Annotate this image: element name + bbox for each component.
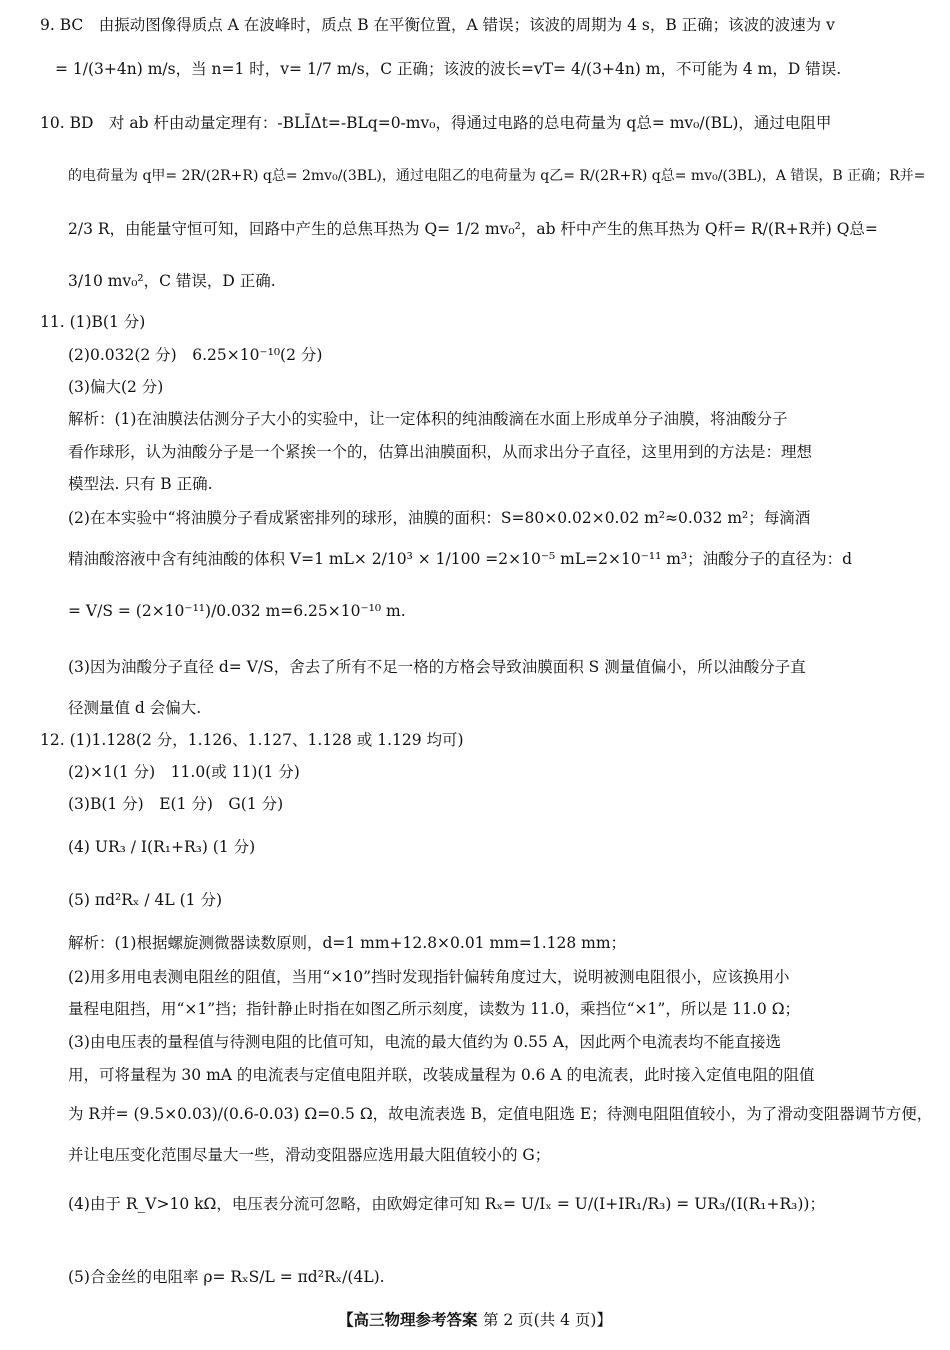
q12-explain-6: 为 R并= (9.5×0.03)/(0.6-0.03) Ω=0.5 Ω，故电流表选 B，定值电阻选 E；待测电阻阻值较小，为了滑动变阻器调节方便， <box>68 1105 933 1123</box>
q11-explain-4: (2)在本实验中“将油膜分子看成紧密排列的球形，油膜的面积：S=80×0.02×0.02 m²≈0.032 m²；每滴酒 <box>68 509 811 527</box>
q12-explain-9: (5)合金丝的电阻率 ρ= RₓS/L = πd²Rₓ/(4L). <box>68 1268 385 1286</box>
page-footer <box>0 1308 950 1330</box>
q11-explain-2: 看作球形，认为油酸分子是一个紧挨一个的，估算出油膜面积，从而求出分子直径，这里用到的方法是：理想 <box>68 443 813 461</box>
q12-explain-4: (3)由电压表的量程值与待测电阻的比值可知，电流的最大值约为 0.55 A，因此两个电流表均不能直接选 <box>68 1033 782 1051</box>
q9-line-1: 9. BC 由振动图像得质点 A 在波峰时，质点 B 在平衡位置，A 错误；该波的周期为 4 s，B 正确；该波的波速为 v <box>40 16 835 34</box>
q11-explain-7: (3)因为油酸分子直径 d= V/S，舍去了所有不足一格的方格会导致油膜面积 S 测量值偏小，所以油酸分子直 <box>68 658 806 676</box>
q10-line-4: 3/10 mv₀²，C 错误，D 正确. <box>68 272 276 290</box>
q11-answer-1: 11. (1)B(1 分) <box>40 313 146 331</box>
q12-answer-4: (4) UR₃ / I(R₁+R₃) (1 分) <box>68 838 256 856</box>
q12-answer-2: (2)×1(1 分) 11.0(或 11)(1 分) <box>68 763 300 781</box>
q12-explain-7: 并让电压变化范围尽量大一些，滑动变阻器应选用最大阻值较小的 G； <box>68 1146 551 1164</box>
q11-answer-3: (3)偏大(2 分) <box>68 378 164 396</box>
q12-answer-5: (5) πd²Rₓ / 4L (1 分) <box>68 891 222 909</box>
footer-title: 【高三物理参考答案 <box>338 1310 478 1329</box>
q11-explain-1: 解析：(1)在油膜法估测分子大小的实验中，让一定体积的纯油酸滴在水面上形成单分子油膜，将油酸分子 <box>68 410 788 428</box>
q10-line-1: 10. BD 对 ab 杆由动量定理有：-BLĪΔt=-BLq=0-mv₀，得通过电路的总电荷量为 q总= mv₀/(BL)，通过电阻甲 <box>40 114 832 132</box>
q11-explain-3: 模型法. 只有 B 正确. <box>68 475 213 493</box>
q12-explain-3: 量程电阻挡，用“×1”挡；指针静止时指在如图乙所示刻度，读数为 11.0，乘挡位“×1”，所以是 11.0 Ω； <box>68 1000 801 1018</box>
q10-line-2: 的电荷量为 q甲= 2R/(2R+R) q总= 2mv₀/(3BL)，通过电阻乙的电荷量为 q乙= R/(2R+R) q总= mv₀/(3BL)，A 错误，B 正确；R并= <box>68 168 926 184</box>
q12-answer-3: (3)B(1 分) E(1 分) G(1 分) <box>68 795 284 813</box>
q12-explain-1: 解析：(1)根据螺旋测微器读数原则，d=1 mm+12.8×0.01 mm=1.128 mm； <box>68 934 627 952</box>
q11-answer-2: (2)0.032(2 分) 6.25×10⁻¹⁰(2 分) <box>68 346 323 364</box>
q11-explain-6: = V/S = (2×10⁻¹¹)/0.032 m=6.25×10⁻¹⁰ m. <box>68 602 406 620</box>
q12-explain-8: (4)由于 R_V>10 kΩ，电压表分流可忽略，由欧姆定律可知 Rₓ= U/Iₓ = U/(I+IR₁/R₃) = UR₃/(I(R₁+R₃))； <box>68 1195 825 1213</box>
q11-explain-8: 径测量值 d 会偏大. <box>68 699 202 717</box>
q12-answer-1: 12. (1)1.128(2 分，1.126、1.127、1.128 或 1.129 均可) <box>40 731 464 749</box>
q12-explain-5: 用，可将量程为 30 mA 的电流表与定值电阻并联，改装成量程为 0.6 A 的电流表，此时接入定值电阻的阻值 <box>68 1066 815 1084</box>
q11-explain-5: 精油酸溶液中含有纯油酸的体积 V=1 mL× 2/10³ × 1/100 =2×10⁻⁵ mL=2×10⁻¹¹ m³；油酸分子的直径为：d <box>68 550 853 568</box>
q10-line-3: 2/3 R，由能量守恒可知，回路中产生的总焦耳热为 Q= 1/2 mv₀²，ab 杆中产生的焦耳热为 Q杆= R/(R+R并) Q总= <box>68 220 878 238</box>
q9-line-2: = 1/(3+4n) m/s，当 n=1 时，v= 1/7 m/s，C 正确；该波的波长=vT= 4/(3+4n) m，不可能为 4 m，D 错误. <box>55 60 842 78</box>
footer-page-number: 第 2 页(共 4 页)】 <box>482 1311 612 1329</box>
q12-explain-2: (2)用多用电表测电阻丝的阻值，当用“×10”挡时发现指针偏转角度过大，说明被测电阻很小，应该换用小 <box>68 968 790 986</box>
